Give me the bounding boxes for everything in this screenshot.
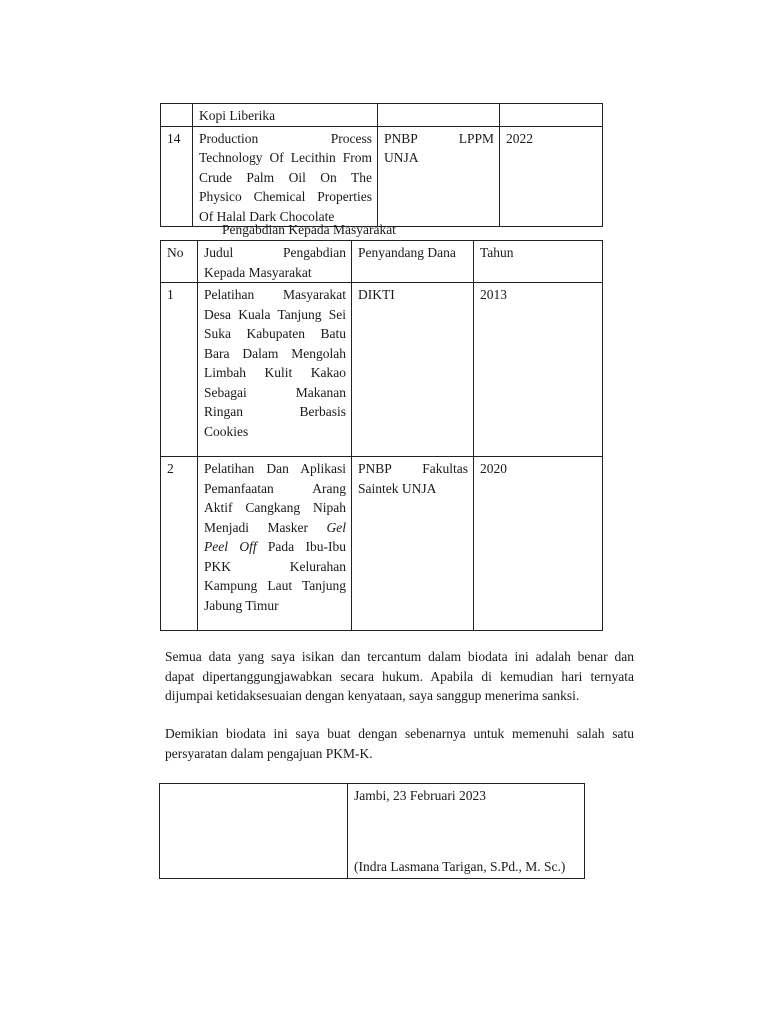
header-no: No [161, 241, 198, 283]
signature-table [159, 783, 585, 879]
research-title: Production Process Technology Of Lecithin From Crude Palm Oil On The Physico Chemical Properties Of Halal Dark Chocolate [193, 126, 378, 227]
year [500, 104, 603, 127]
research-title: Kopi Liberika [193, 104, 378, 127]
header-funder: Penyandang Dana [352, 241, 474, 283]
research-table [160, 103, 603, 227]
funder: PNBP Fakultas Saintek UNJA [352, 457, 474, 631]
signature-row [160, 784, 585, 879]
line-with-italic: Peel Off Pada Ibu-Ibu [204, 539, 346, 554]
signatory-name: (Indra Lasmana Tarigan, S.Pd., M. Sc.) [354, 858, 566, 874]
table-row [161, 283, 603, 457]
funder: PNBP LPPM UNJA [378, 126, 500, 227]
service-table [160, 240, 603, 631]
row-number: 2 [161, 457, 198, 631]
year: 2013 [474, 283, 603, 457]
funder: DIKTI [352, 283, 474, 457]
line-with-italic: Menjadi Masker Gel [204, 519, 346, 535]
table-row [161, 104, 603, 127]
closing-paragraph: Demikian biodata ini saya buat dengan sebenarnya untuk memenuhi salah satu persyaratan dalam pengajuan PKM-K. [165, 726, 634, 761]
year: 2022 [500, 126, 603, 227]
signature-blank-cell [160, 784, 348, 879]
year: 2020 [474, 457, 603, 631]
header-year: Tahun [474, 241, 603, 283]
table-row [161, 126, 603, 227]
row-number: 1 [161, 283, 198, 457]
place-date: Jambi, 23 Februari 2023 [354, 788, 486, 803]
row-number: 14 [161, 126, 193, 227]
table-header-row [161, 241, 603, 283]
funder [378, 104, 500, 127]
row-number [161, 104, 193, 127]
service-title: Pelatihan Masyarakat Desa Kuala Tanjung Sei Suka Kabupaten Batu Bara Dalam Mengolah Limbah Kulit Kakao Sebagai Makanan Ringan Berbasis Cookies [198, 283, 352, 457]
section-title: Pengabdian Kepada Masyarakat [222, 222, 396, 237]
header-title: Judul Pengabdian Kepada Masyarakat [198, 241, 352, 283]
statement-paragraph: Semua data yang saya isikan dan tercantum dalam biodata ini adalah benar dan dapat dipertanggungjawabkan secara hukum. Apabila di kemudian hari ternyata dijumpai ketidaksesuaian dengan kenyataan, saya sanggup menerima sanksi. [165, 649, 634, 703]
table-row [161, 457, 603, 631]
signature-cell [348, 784, 585, 879]
service-title: Pelatihan Dan Aplikasi Pemanfaatan Arang Aktif Cangkang Nipah Menjadi Masker Gel Peel Off Pada Ibu-Ibu PKK Kelurahan Kampung Laut Tanjung Jabung Timur [198, 457, 352, 631]
